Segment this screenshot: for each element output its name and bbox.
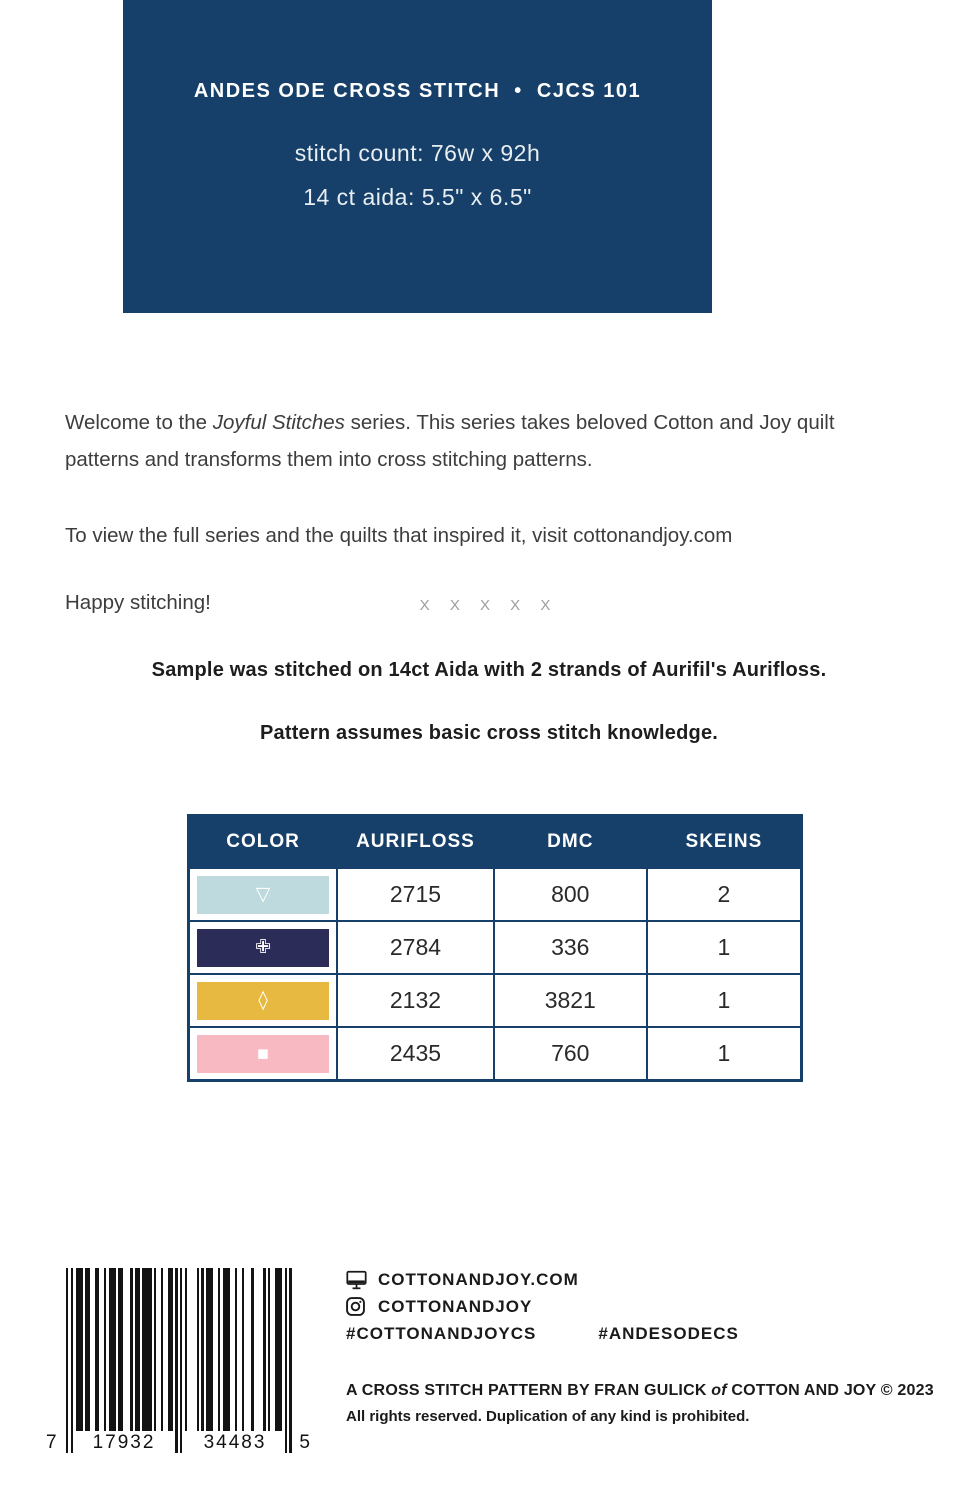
skeins-cell: 1 <box>647 921 802 974</box>
table-row <box>189 1027 802 1081</box>
aurifloss-cell: 2132 <box>337 974 494 1027</box>
intro-paragraph-2: To view the full series and the quilts that inspired it, visit cottonandjoy.com <box>65 523 733 547</box>
website-row <box>346 1266 926 1293</box>
color-cell <box>189 974 338 1027</box>
square-filled-icon: ▪ <box>256 1042 270 1064</box>
aida-size: 14 ct aida: 5.5" x 6.5" <box>303 184 532 210</box>
color-swatch-navy <box>197 929 329 967</box>
barcode-digit: 17932 <box>92 1432 156 1453</box>
column-header-dmc: DMC <box>494 816 647 869</box>
floss-table-header-row <box>189 816 802 869</box>
skeins-cell: 1 <box>647 1027 802 1081</box>
pattern-title: ANDES ODE CROSS STITCH • CJCS 101 <box>193 80 642 102</box>
instagram-icon <box>346 1297 368 1317</box>
color-swatch-light-blue <box>197 876 329 914</box>
column-header-color: COLOR <box>189 816 338 869</box>
barcode-digit: 7 <box>46 1432 59 1453</box>
color-cell <box>189 921 338 974</box>
hashtag-andesodecs: #ANDESODECS <box>598 1323 739 1343</box>
skeins-cell: 1 <box>647 974 802 1027</box>
instagram-text: COTTONANDJOY <box>378 1296 533 1316</box>
barcode-digit: 5 <box>299 1432 312 1453</box>
rights-line: All rights reserved. Duplication of any kind is prohibited. <box>346 1408 750 1425</box>
monitor-icon <box>346 1270 368 1290</box>
intro-paragraph-1 <box>65 404 913 478</box>
credit-text-after: COTTON AND JOY © 2023 <box>726 1382 934 1399</box>
triangle-down-icon: ▽ <box>255 883 271 905</box>
column-header-aurifloss: AURIFLOSS <box>337 816 494 869</box>
cross-outline-icon: ✙ <box>255 936 272 958</box>
instagram-row <box>346 1293 926 1320</box>
diamond-outline-icon: ◊ <box>258 989 268 1011</box>
series-name: Joyful Stitches <box>212 410 345 434</box>
color-cell <box>189 1027 338 1081</box>
credit-of: of <box>711 1382 727 1399</box>
column-header-skeins: SKEINS <box>647 816 802 869</box>
barcode-bars <box>66 1268 294 1454</box>
stitch-divider: X X X X X <box>419 597 559 614</box>
credit-line <box>346 1382 946 1400</box>
aurifloss-cell: 2784 <box>337 921 494 974</box>
sample-note: Sample was stitched on 14ct Aida with 2 strands of Aurifil's Aurifloss. <box>151 659 827 681</box>
color-swatch-gold <box>197 982 329 1020</box>
website-text: COTTONANDJOY.COM <box>378 1269 579 1289</box>
header-banner <box>123 0 712 313</box>
intro-p1-text: Welcome to the <box>65 410 213 434</box>
intro-p1-text-after: series. This series takes beloved Cotton and Joy quilt patterns and transforms them into cross stitching patterns. <box>65 410 835 471</box>
aurifloss-cell: 2435 <box>337 1027 494 1081</box>
skeins-cell: 2 <box>647 868 802 921</box>
table-row <box>189 868 802 921</box>
table-row <box>189 921 802 974</box>
aurifloss-cell: 2715 <box>337 868 494 921</box>
table-row <box>189 974 802 1027</box>
dmc-cell: 800 <box>494 868 647 921</box>
upc-barcode <box>46 1268 312 1454</box>
contact-block <box>346 1266 926 1347</box>
stitch-count: stitch count: 76w x 92h <box>294 140 541 166</box>
hashtags-row <box>346 1320 926 1347</box>
knowledge-note: Pattern assumes basic cross stitch knowledge. <box>259 722 719 744</box>
dmc-cell: 3821 <box>494 974 647 1027</box>
credit-text: A CROSS STITCH PATTERN BY FRAN GULICK <box>346 1382 712 1399</box>
color-cell <box>189 868 338 921</box>
hashtag-cottonandjoycs: #COTTONANDJOYCS <box>346 1323 537 1343</box>
dmc-cell: 336 <box>494 921 647 974</box>
floss-table <box>187 814 803 1082</box>
intro-paragraph-3: Happy stitching! <box>65 590 211 614</box>
dmc-cell: 760 <box>494 1027 647 1081</box>
barcode-digit: 34483 <box>203 1432 267 1453</box>
color-swatch-pink <box>197 1035 329 1073</box>
